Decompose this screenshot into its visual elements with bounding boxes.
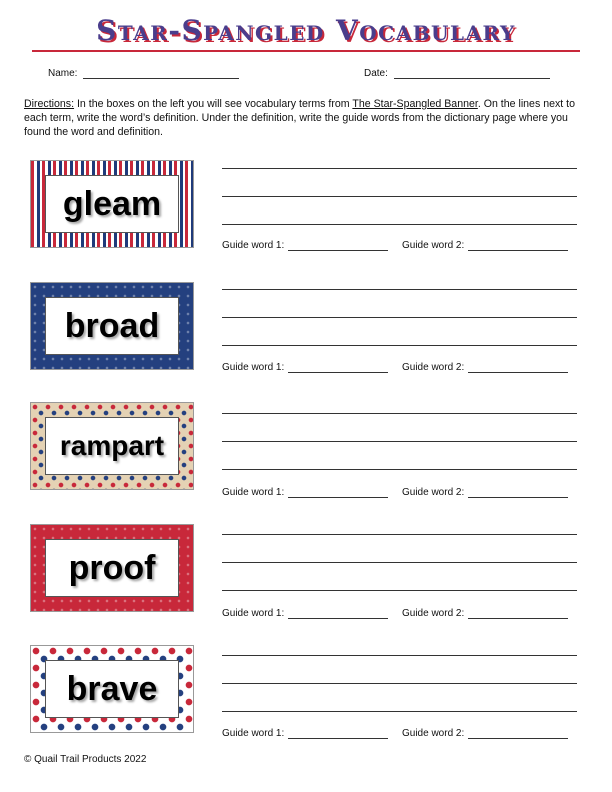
guide-word-2-line[interactable] [468, 240, 568, 251]
vocab-term: gleam [62, 184, 162, 223]
guide-word-2-label: Guide word 2: [402, 362, 465, 373]
vocab-card-label-box [45, 417, 179, 475]
guide-word-2[interactable] [402, 240, 568, 251]
worksheet-title: Star-Spangled Vocabulary [96, 14, 516, 47]
definition-line[interactable] [222, 317, 577, 318]
vocab-term: rampart [59, 430, 165, 461]
guide-word-1[interactable] [222, 487, 388, 498]
guide-word-2-line[interactable] [468, 362, 568, 373]
guide-word-1[interactable] [222, 728, 388, 739]
definition-line[interactable] [222, 562, 577, 563]
date-field[interactable] [364, 68, 550, 79]
definition-line[interactable] [222, 441, 577, 442]
definition-line[interactable] [222, 711, 577, 712]
vocab-card-label-box [45, 539, 179, 597]
guide-word-1[interactable] [222, 240, 388, 251]
definition-line[interactable] [222, 196, 577, 197]
directions-text-1: In the boxes on the left you will see vocabulary terms from [74, 98, 353, 110]
guide-word-1-line[interactable] [288, 728, 388, 739]
vocab-card-label-box [45, 297, 179, 355]
definition-line[interactable] [222, 168, 577, 169]
guide-word-1-label: Guide word 1: [222, 240, 285, 251]
directions [24, 97, 590, 139]
guide-word-2-line[interactable] [468, 608, 568, 619]
definition-line[interactable] [222, 469, 577, 470]
guide-word-2-label: Guide word 2: [402, 240, 465, 251]
name-line[interactable] [83, 68, 239, 79]
definition-line[interactable] [222, 345, 577, 346]
guide-word-1-line[interactable] [288, 362, 388, 373]
guide-word-2[interactable] [402, 487, 568, 498]
definition-line[interactable] [222, 289, 577, 290]
guide-word-1-label: Guide word 1: [222, 728, 285, 739]
guide-word-1-line[interactable] [288, 240, 388, 251]
definition-line[interactable] [222, 590, 577, 591]
definition-line[interactable] [222, 534, 577, 535]
vocab-term: broad [64, 306, 160, 345]
guide-word-1-label: Guide word 1: [222, 608, 285, 619]
guide-word-1-line[interactable] [288, 608, 388, 619]
guide-word-1[interactable] [222, 608, 388, 619]
guide-word-1-label: Guide word 1: [222, 362, 285, 373]
name-label: Name: [48, 68, 78, 79]
title-underline [32, 50, 580, 52]
definition-line[interactable] [222, 413, 577, 414]
guide-word-2-label: Guide word 2: [402, 608, 465, 619]
name-field[interactable] [48, 68, 239, 79]
date-label: Date: [364, 68, 388, 79]
definition-line[interactable] [222, 655, 577, 656]
vocab-card-rampart [30, 402, 194, 490]
vocab-card-gleam [30, 160, 194, 248]
guide-word-2-label: Guide word 2: [402, 487, 465, 498]
guide-word-1-line[interactable] [288, 487, 388, 498]
guide-word-2[interactable] [402, 362, 568, 373]
guide-word-2-line[interactable] [468, 728, 568, 739]
date-line[interactable] [394, 68, 550, 79]
definition-line[interactable] [222, 683, 577, 684]
vocab-term: brave [66, 669, 158, 708]
guide-word-2[interactable] [402, 728, 568, 739]
source-title: The Star-Spangled Banner [352, 98, 478, 110]
copyright-footer: © Quail Trail Products 2022 [24, 754, 147, 765]
guide-word-1[interactable] [222, 362, 388, 373]
vocab-card-broad [30, 282, 194, 370]
vocab-card-brave [30, 645, 194, 733]
vocab-card-proof [30, 524, 194, 612]
guide-word-2-label: Guide word 2: [402, 728, 465, 739]
directions-text-2: . On the lines next to each term, write the word’s definition. Under the definition, write the guide words from the dictionary page where you found the word and definition. [24, 98, 575, 138]
guide-word-1-label: Guide word 1: [222, 487, 285, 498]
vocab-card-label-box [45, 175, 179, 233]
guide-word-2[interactable] [402, 608, 568, 619]
guide-word-2-line[interactable] [468, 487, 568, 498]
vocab-term: proof [68, 548, 156, 587]
directions-label: Directions: [24, 98, 75, 110]
vocab-card-label-box [45, 660, 179, 718]
definition-line[interactable] [222, 224, 577, 225]
